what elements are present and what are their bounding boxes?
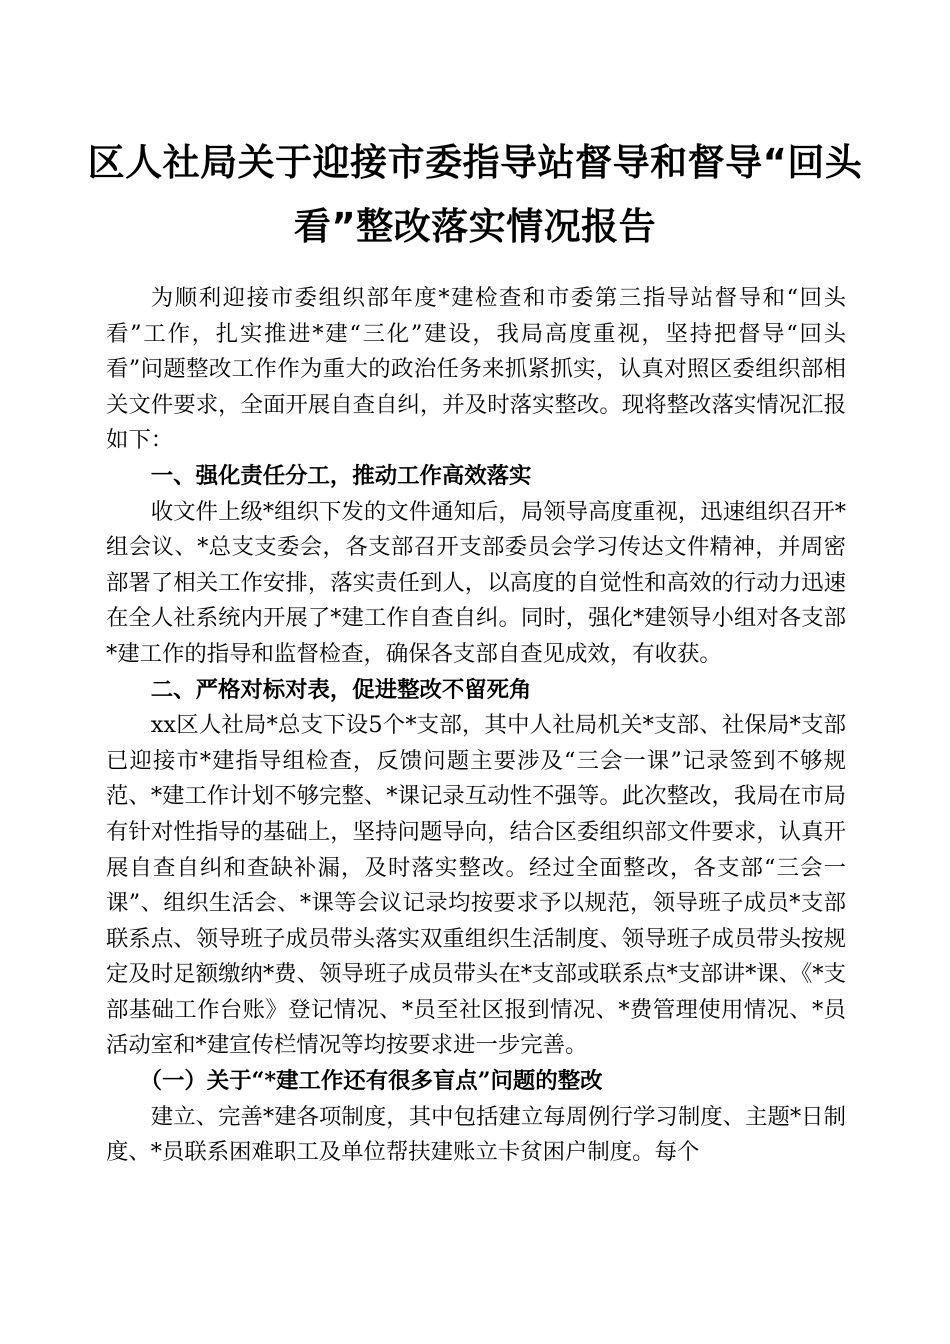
intro-paragraph: 为顺利迎接市委组织部年度*建检查和市委第三指导站督导和“回头看”工作，扎实推进*建“三化”建设，我局高度重视，坚持把督导“回头看”问题整改工作作为重大的政治任务来抓紧抓实，认真对照区委组织部相关文件要求，全面开展自查自纠，并及时落实整改。现将整改落实情况汇报如下：	[106, 285, 846, 454]
section-2-paragraph: xx区人社局*总支下设5个*支部，其中人社局机关*支部、社保局*支部已迎接市*建指导组检查，反馈问题主要涉及“三会一课”记录签到不够规范、*建工作计划不够完整、*课记录互动性不强等。此次整改，我局在市局有针对性指导的基础上，坚持问题导向，结合区委组织部文件要求，认真开展自查自纠和查缺补漏，及时落实整改。经过全面整改，各支部“三会一课”、组织生活会、*课等会议记录均按要求予以规范，领导班子成员*支部联系点、领导班子成员带头落实双重组织生活制度、领导班子成员带头按规定及时足额缴纳*费、领导班子成员带头在*支部或联系点*支部讲*课、《*支部基础工作台账》登记情况、*员至社区报到情况、*费管理使用情况、*员活动室和*建宣传栏情况等均按要求进一步完善。	[106, 712, 846, 1059]
section-heading-1: 一、强化责任分工，推动工作高效落实	[150, 462, 532, 489]
subsection-1-paragraph: 建立、完善*建各项制度，其中包括建立每周例行学习制度、主题*日制度、*员联系困难职工及单位帮扶建账立卡贫困户制度。每个	[106, 1103, 846, 1166]
section-heading-2: 二、严格对标对表，促进整改不留死角	[150, 676, 532, 703]
document-title-line-1: 区人社局关于迎接市委指导站督导和督导“回头	[87, 141, 863, 184]
document-body	[106, 281, 846, 1171]
subsection-heading-1: （一）关于“*建工作还有很多盲点”问题的整改	[139, 1068, 603, 1095]
section-1-paragraph: 收文件上级*组织下发的文件通知后，局领导高度重视，迅速组织召开*组会议、*总支支委会，各支部召开支部委员会学习传达文件精神，并周密部署了相关工作安排，落实责任到人，以高度的自觉性和高效的行动力迅速在全人社系统内开展了*建工作自查自纠。同时，强化*建领导小组对各支部*建工作的指导和监督检查，确保各支部自查见成效，有收获。	[106, 498, 846, 667]
document-title-line-2: 看”整改落实情况报告	[293, 205, 657, 248]
